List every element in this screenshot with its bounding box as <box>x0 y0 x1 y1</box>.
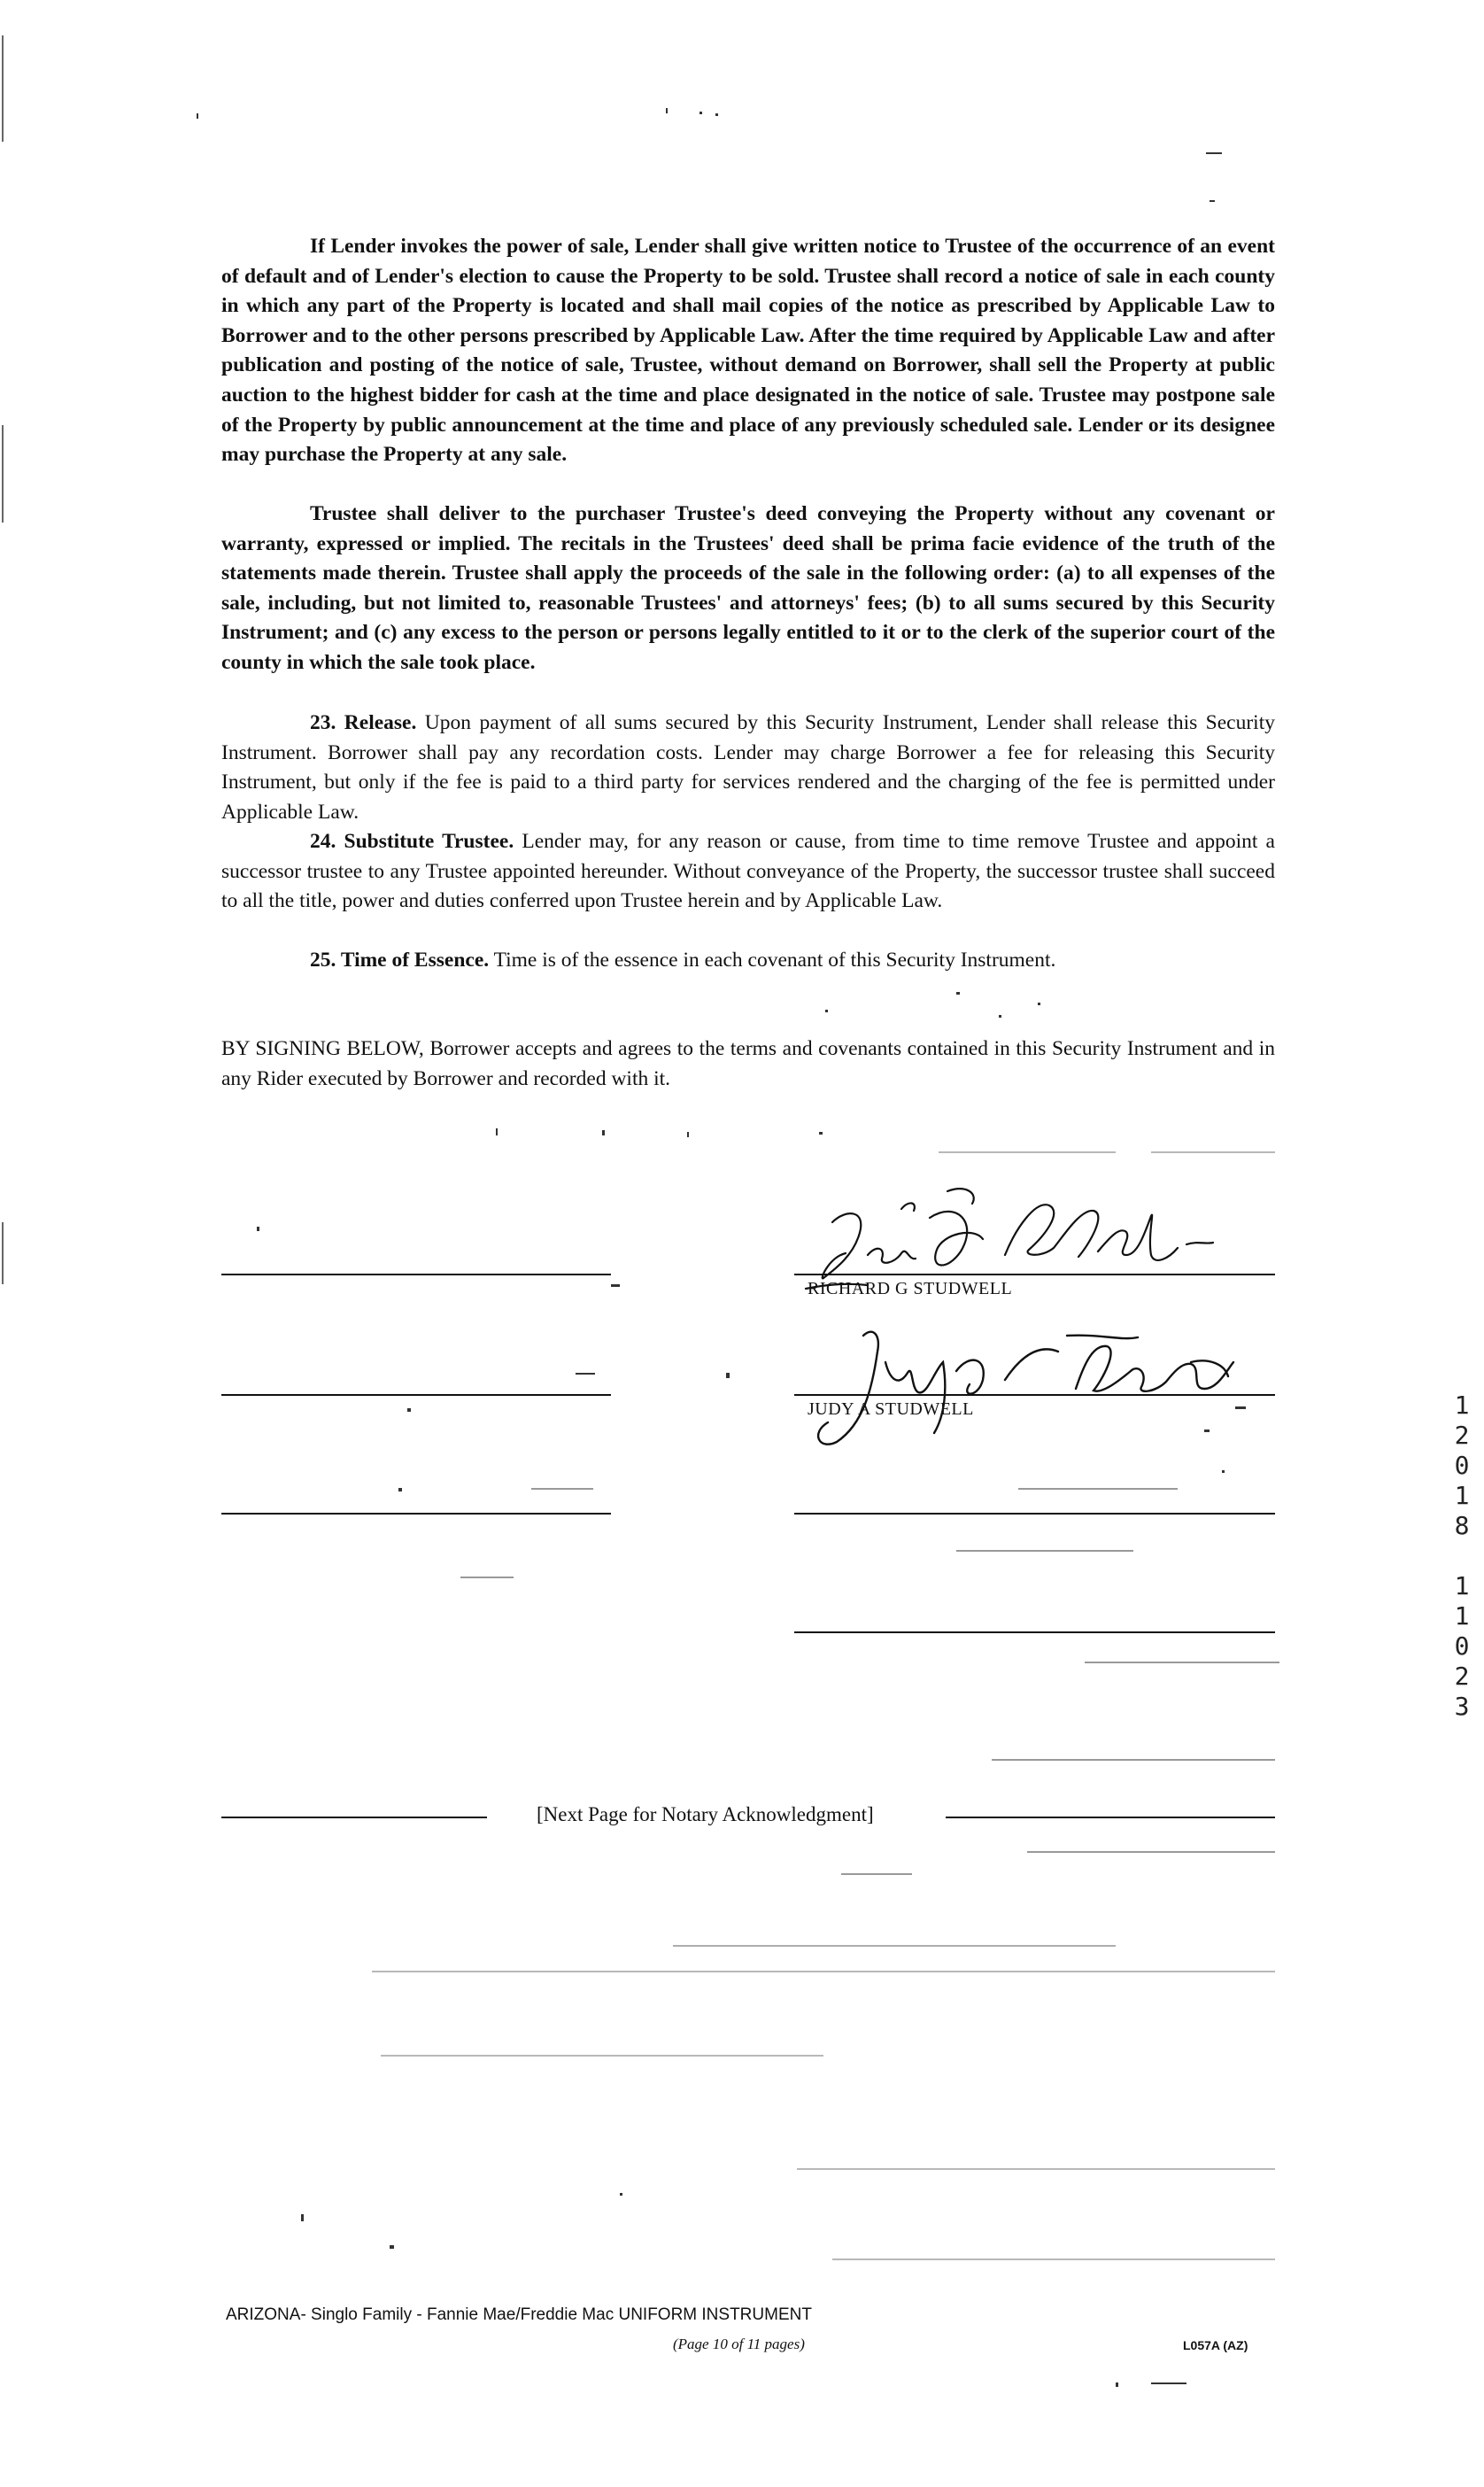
recording-digit: 3 <box>1454 1692 1470 1721</box>
borrower-2-name: JUDY A STUDWELL <box>808 1399 974 1419</box>
recording-digit: 0 <box>1454 1451 1470 1480</box>
scan-margin-mark <box>2 425 4 523</box>
scan-margin-mark <box>2 35 4 142</box>
section-25-time-of-essence <box>221 946 1275 976</box>
footer-form-title: ARIZONA- Singlo Family - Fannie Mae/Freddie Mac UNIFORM INSTRUMENT <box>226 2305 812 2324</box>
section-24-substitute-trustee <box>221 827 1275 917</box>
recording-digit: 1 <box>1454 1391 1470 1420</box>
recording-digit: 0 <box>1454 1631 1470 1661</box>
recording-digit: 1 <box>1454 1571 1470 1600</box>
section-24-heading: 24. Substitute Trustee. <box>310 830 514 853</box>
recording-digit: 2 <box>1454 1662 1470 1691</box>
signature-line-left-2 <box>221 1394 611 1396</box>
recording-digit: 8 <box>1454 1511 1470 1540</box>
footer-page-number: (Page 10 of 11 pages) <box>673 2336 805 2352</box>
section-23-release <box>221 709 1275 827</box>
signature-line-right-3 <box>794 1513 1275 1515</box>
section-23-heading: 23. Release. <box>310 711 417 734</box>
signature-line-left-3 <box>221 1513 611 1515</box>
recording-digit: 1 <box>1454 1601 1470 1631</box>
notary-line-right <box>946 1817 1275 1818</box>
borrower-1-name: RICHARD G STUDWELL <box>808 1279 1013 1298</box>
recording-number-vertical <box>1449 1391 1475 1722</box>
notary-line-left <box>221 1817 487 1818</box>
signing-statement-text: Borrower accepts and agrees to the terms and covenants contained in this Security Instrument and in any Rider executed by Borrower and recorded with it. <box>221 1037 1275 1090</box>
footer-form-code: L057A (AZ) <box>1183 2338 1248 2352</box>
power-of-sale-paragraph: If Lender invokes the power of sale, Lender shall give written notice to Trustee of the occurrence of an event of default and of Lender's election to cause the Property to be sold. Trustee shall record a notice of sale in each county in which any part of the Property is located and shall mail copies of the notice as prescribed by Applicable Law to Borrower and to the other persons prescribed by Applicable Law. After the time required by Applicable Law and after publication and posting of the notice of sale, Trustee, without demand on Borrower, shall sell the Property at public auction to the highest bidder for cash at the time and place designated in the notice of sale. Trustee may postpone sale of the Property by public announcement at the time and place of any previously scheduled sale. Lender or its designee may purchase the Property at any sale. <box>221 235 1275 467</box>
recording-digit: 2 <box>1454 1421 1470 1450</box>
recording-digit: 1 <box>1454 1481 1470 1510</box>
section-24-text: Lender may, for any reason or cause, from time to time remove Trustee and appoint a successor trustee to any Trustee appointed hereunder. Without conveyance of the Property, the successor trustee shall succeed to all the title, power and duties conferred upon Trustee herein and by Applicable Law. <box>221 830 1275 913</box>
next-page-note: [Next Page for Notary Acknowledgment] <box>537 1803 874 1825</box>
signing-statement <box>221 1034 1275 1094</box>
signing-statement-lead: BY SIGNING BELOW, <box>221 1037 424 1060</box>
signature-line-right-4 <box>794 1631 1275 1633</box>
signature-line-left-1 <box>221 1274 611 1275</box>
signature-judy-studwell <box>801 1309 1262 1451</box>
scan-margin-mark <box>2 1222 4 1284</box>
trustee-deed-paragraph: Trustee shall deliver to the purchaser Trustee's deed conveying the Property without any covenant or warranty, expressed or implied. The recitals in the Trustees' deed shall be prima facie evidence of the truth of the statements made therein. Trustee shall apply the proceeds of the sale in the following order: (a) to all expenses of the sale, including, but not limited to, reasonable Trustees' and attorneys' fees; (b) to all sums secured by this Security Instrument; and (c) any excess to the person or persons legally entitled to it or to the clerk of the superior court of the county in which the sale took place. <box>221 502 1275 674</box>
section-23-text: Upon payment of all sums secured by this Security Instrument, Lender shall release this Security Instrument. Borrower shall pay any recordation costs. Lender may charge Borrower a fee for releasing this Security Instrument, but only if the fee is paid to a third party for services rendered and the charging of the fee is permitted under Applicable Law. <box>221 711 1275 824</box>
section-25-text: Time is of the essence in each covenant of this Security Instrument. <box>489 949 1056 972</box>
section-25-heading: 25. Time of Essence. <box>310 949 490 972</box>
